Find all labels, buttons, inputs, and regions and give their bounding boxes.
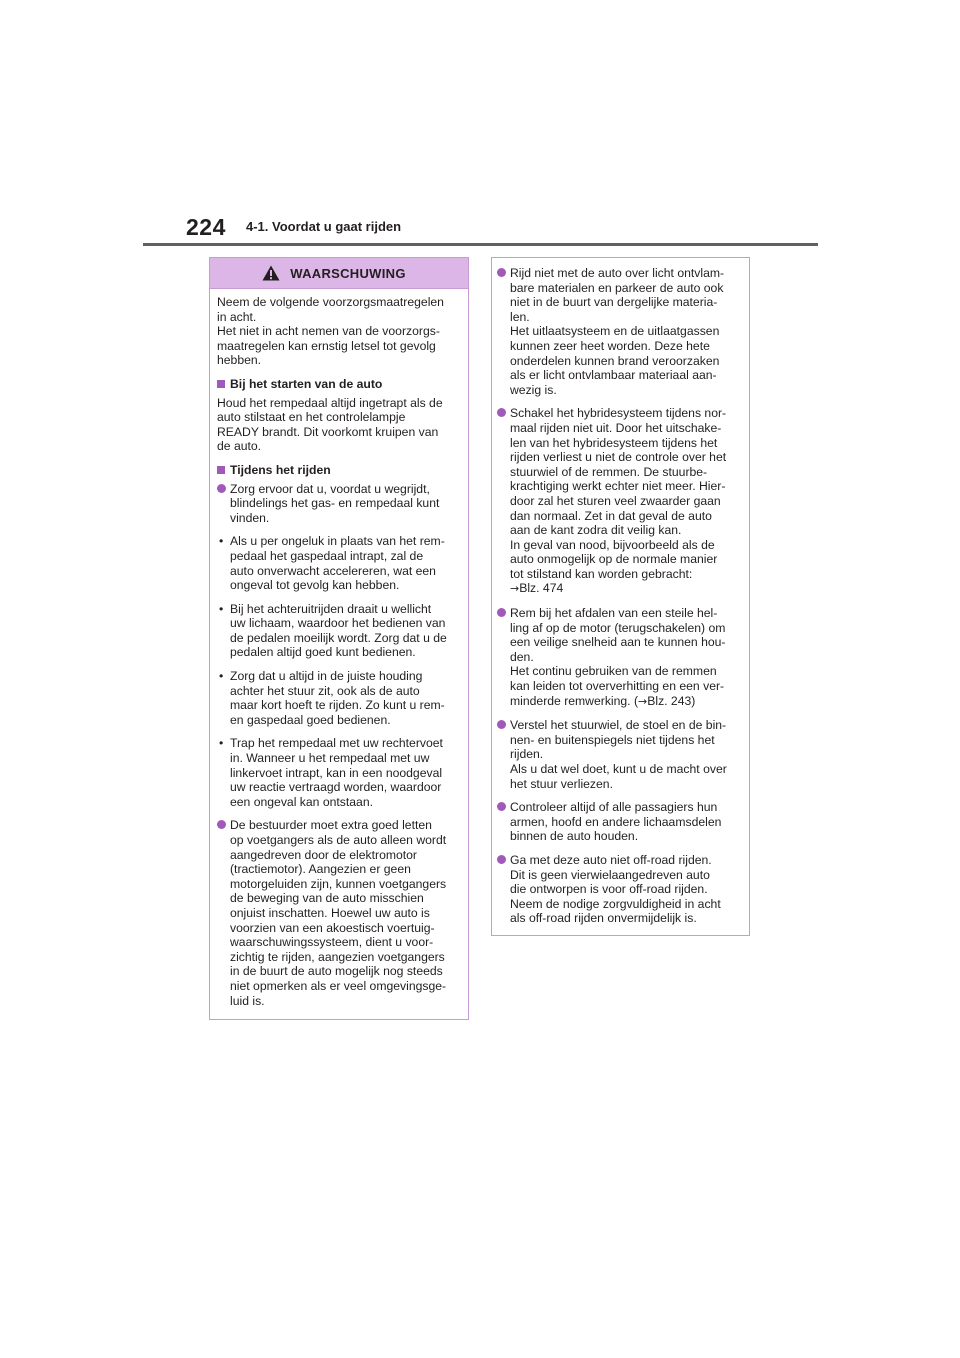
text-line: den. [510, 649, 534, 664]
text-line: pedalen altijd goed kunt bedienen. [230, 645, 416, 660]
text-line: linkervoet intrapt, kan in een noodgeval [230, 765, 443, 780]
bullet-item [217, 818, 458, 1008]
starting-paragraph [217, 396, 458, 454]
bullet-item [497, 406, 739, 597]
text-line: armen, hoofd en andere lichaamsdelen [510, 814, 722, 829]
text-line: Ga met deze auto niet off-road rijden. [510, 852, 712, 867]
text-line: luid is. [230, 993, 265, 1008]
text-line: Rem bij het afdalen van een steile hel- [510, 606, 718, 621]
square-bullet-icon [217, 466, 225, 474]
text-line: ongeval tot gevolg kan hebben. [230, 578, 400, 593]
text-line: vinden. [230, 510, 270, 525]
text-line: Rijd niet met de auto over licht ontvlam- [510, 266, 725, 280]
text-line: bare materialen en parkeer de auto ook [510, 280, 724, 295]
text-line: op voetgangers als de auto alleen wordt [230, 833, 447, 847]
intro-paragraph [217, 295, 458, 368]
warning-triangle-icon [262, 265, 280, 281]
square-bullet-icon [217, 380, 225, 388]
text-line: voorzien van een akoestisch voertuig- [230, 920, 435, 935]
text-line: uw lichaam, waardoor het bedienen van [230, 616, 446, 631]
section-title: 4-1. Voordat u gaat rijden [246, 219, 402, 234]
circle-bullet-icon [497, 802, 506, 811]
text-line: Het uitlaatsysteem en de uitlaatgassen [510, 324, 720, 339]
heading-starting [217, 377, 458, 392]
text-line: als off-road rijden onvermijdelijk is. [510, 911, 697, 926]
sub-item [217, 669, 458, 727]
warning-title: WAARSCHUWING [290, 265, 406, 281]
sub-item [217, 534, 458, 592]
text-line: niet in de buurt van dergelijke materia- [510, 295, 718, 310]
circle-bullet-icon [497, 720, 506, 729]
text-line: maatregelen kan ernstig letsel tot gevolg [217, 338, 436, 353]
text-line: kan leiden tot oververhitting en een ver- [510, 679, 725, 694]
heading-text: Tijdens het rijden [230, 462, 331, 477]
reference-text: Blz. 474 [519, 581, 564, 596]
text-line: auto onmogelijk op de normale manier [510, 552, 718, 567]
arrow-right-icon: → [638, 694, 648, 708]
text-line: in acht. [217, 309, 257, 324]
text-line: door zal het sturen veel zwaarder gaan [510, 493, 721, 508]
sub-item [217, 736, 458, 809]
text-line: hebben. [217, 353, 262, 368]
warning-box-right [491, 257, 750, 936]
text-line: achter het stuur zit, ook als de auto [230, 683, 420, 698]
text-line: Neem de volgende voorzorgsmaatregelen [217, 295, 444, 309]
text-line [510, 694, 725, 710]
text-line: niet opmerken als er veel omgevingsge- [230, 978, 447, 993]
dot-marker: • [219, 534, 224, 549]
bullet-item [497, 718, 739, 791]
text-line: In geval van nood, bijvoorbeeld als de [510, 537, 715, 552]
text-line: tot stilstand kan worden gebracht: [510, 566, 693, 581]
text-line: len van het hybridesysteem tijdens het [510, 435, 718, 450]
text-line: kunnen zeer heet worden. Deze hete [510, 338, 710, 353]
text-line: (tractiemotor). Aangezien er geen [230, 862, 411, 877]
text-line: de pedalen moeilijk wordt. Zorg dat u de [230, 630, 447, 645]
text-line: Controleer altijd of alle passagiers hun [510, 800, 718, 815]
text-line: de beweging van de auto misschien [230, 891, 424, 906]
warning-body-right [492, 258, 749, 926]
circle-bullet-icon [497, 855, 506, 864]
text-line: aangedreven door de elektromotor [230, 847, 417, 862]
text-line: READY brandt. Dit voorkomt kruipen van [217, 424, 439, 439]
text-line: Het continu gebruiken van de remmen [510, 664, 717, 679]
text-line: dan normaal. Zet in dat geval de auto [510, 508, 712, 523]
text-line: ling af op de motor (terugschakelen) om [510, 620, 726, 635]
circle-bullet-icon [217, 484, 226, 493]
text-line: maar kort hoeft te rijden. Zo kunt u rem- [230, 698, 445, 713]
dot-marker: • [219, 736, 224, 751]
text-line: stuurwiel of de remmen. De stuurbe- [510, 464, 708, 479]
text-line: maal rijden niet uit. Door het uitschake- [510, 420, 722, 435]
circle-bullet-icon [497, 268, 506, 277]
text-line: binnen de auto houden. [510, 829, 639, 844]
bullet-item [497, 606, 739, 709]
text-line: aan de kant zodra dit veilig kan. [510, 523, 682, 538]
text-line: rijden. [510, 747, 544, 762]
text-line: Verstel het stuurwiel, de stoel en de bin- [510, 718, 727, 733]
text-line: auto stilstaat en het controlelampje [217, 410, 406, 425]
text-line: die ontworpen is voor off-road rijden. [510, 882, 708, 897]
dot-marker: • [219, 601, 224, 616]
text-line: zichtig te rijden, aangezien voetgangers [230, 949, 445, 964]
text-line: motorgeluiden zijn, kunnen voetgangers [230, 876, 447, 891]
text-line: een ongeval kan ontstaan. [230, 794, 373, 809]
bullet-item [497, 800, 739, 844]
warning-body-left [210, 289, 468, 1008]
text-line: onderdelen kunnen brand veroorzaken [510, 353, 720, 368]
text-line: onjuist inschatten. Hoewel uw auto is [230, 905, 430, 920]
text-line: als er licht ontvlambaar materiaal aan- [510, 368, 717, 383]
text-line: Zorg dat u altijd in de juiste houding [230, 669, 423, 684]
text-fragment: minderde remwerking. ( [510, 693, 639, 708]
arrow-right-icon: → [510, 582, 520, 596]
text-line: uw reactie vertraagd worden, waardoor [230, 780, 442, 795]
text-line: De bestuurder moet extra goed letten [230, 818, 432, 833]
text-line: waarschuwingssysteem, dient u voor- [230, 935, 434, 950]
page-number: 224 [186, 214, 226, 240]
text-line: Bij het achteruitrijden draait u wellicht [230, 601, 432, 616]
text-line: pedaal het gaspedaal intrapt, zal de [230, 548, 424, 563]
text-line: Zorg ervoor dat u, voordat u wegrijdt, [230, 481, 430, 496]
text-line: in. Wanneer u het rempedaal met uw [230, 751, 430, 766]
text-line: rijden verliest u niet de controle over het [510, 450, 727, 465]
text-line: Neem de nodige zorgvuldigheid in acht [510, 896, 721, 911]
text-line: Trap het rempedaal met uw rechtervoet [230, 736, 443, 751]
text-line: en gaspedaal goed bedienen. [230, 712, 391, 727]
bullet-item [217, 482, 458, 526]
circle-bullet-icon [217, 820, 226, 829]
text-line: een veilige snelheid aan te kunnen hou- [510, 635, 726, 650]
text-line: blindelings het gas- en rempedaal kunt [230, 496, 440, 511]
circle-bullet-icon [497, 408, 506, 417]
heading-text: Bij het starten van de auto [230, 376, 383, 391]
heading-driving [217, 463, 458, 478]
text-line: het stuur verliezen. [510, 776, 613, 791]
circle-bullet-icon [497, 608, 506, 617]
sub-item [217, 602, 458, 660]
warning-header [210, 258, 468, 289]
text-line: Als u dat wel doet, kunt u de macht over [510, 762, 727, 776]
text-line: Houd het rempedaal altijd ingetrapt als de [217, 395, 443, 410]
text-line: in de buurt de auto mogelijk nog steeds [230, 964, 443, 979]
text-line: auto onverwacht accelereren, wat een [230, 563, 436, 578]
text-line: de auto. [217, 439, 262, 454]
warning-box-left [209, 257, 469, 1020]
reference-text: Blz. 243) [647, 693, 696, 708]
page-reference [510, 581, 726, 597]
dot-marker: • [219, 669, 224, 684]
text-line: Als u per ongeluk in plaats van het rem- [230, 534, 445, 549]
text-line: Dit is geen vierwielaangedreven auto [510, 867, 710, 882]
text-line: Het niet in acht nemen van de voorzorgs- [217, 324, 440, 339]
header-rule [143, 243, 818, 246]
text-line: Schakel het hybridesysteem tijdens nor- [510, 406, 727, 421]
text-line: krachtiging werkt echter niet meer. Hier- [510, 479, 726, 494]
bullet-item [497, 266, 739, 397]
bullet-item [497, 853, 739, 926]
text-line: wezig is. [510, 382, 557, 397]
text-line: len. [510, 309, 530, 324]
text-line: nen- en buitenspiegels niet tijdens het [510, 732, 715, 747]
